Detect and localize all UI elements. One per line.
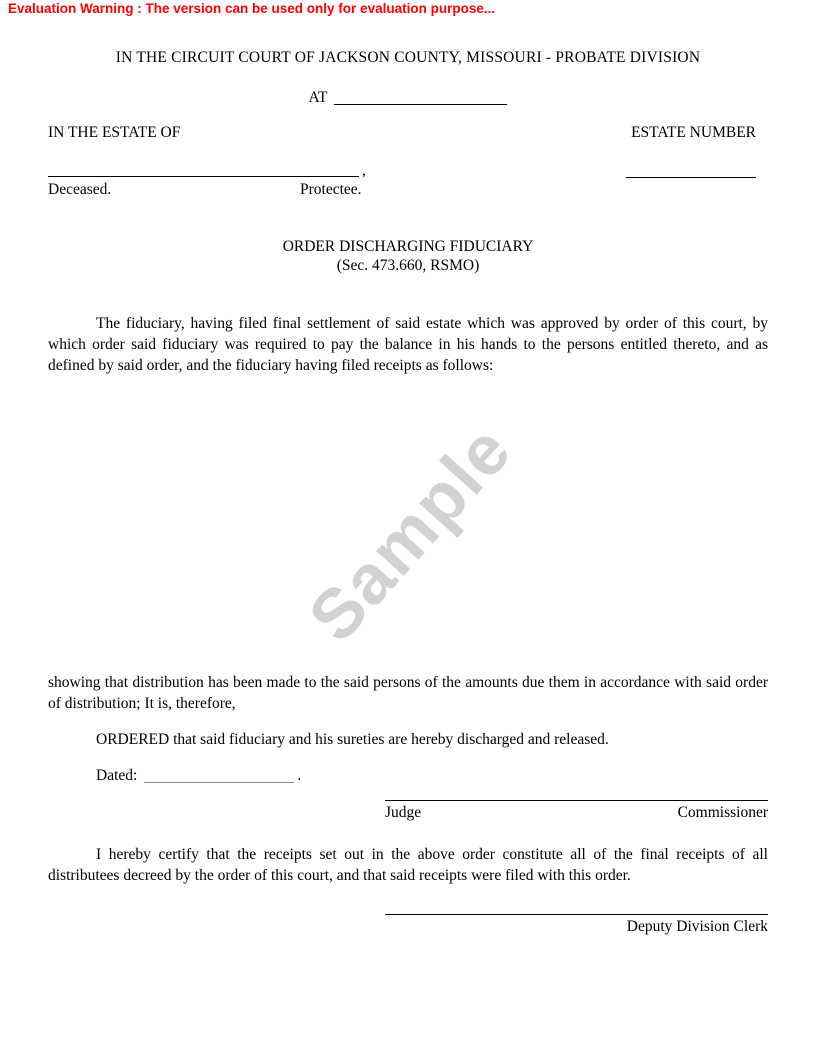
- judge-label: Judge: [385, 804, 422, 821]
- dated-label: Dated:: [96, 767, 138, 784]
- caption-row: [48, 124, 768, 142]
- estate-name-blank-line: [48, 176, 359, 177]
- order-body-paragraph: The fiduciary, having filed final settlement of said estate which was approved by order of this court, by which order said fiduciary was required to pay the balance in his hands to the persons entitled thereto, and as defined by said order, and the fiduciary having filed receipts as follows:: [48, 315, 768, 374]
- sample-watermark: Sample: [293, 409, 527, 657]
- deceased-label: Deceased.: [48, 181, 112, 198]
- certification-paragraph: I hereby certify that the receipts set out in the above order constitute all of the final receipts of all distributees decreed by the order of this court, and that said receipts were filed with this order.: [48, 846, 768, 884]
- evaluation-warning-text: Evaluation Warning : The version can be used only for evaluation purpose...: [8, 1, 496, 16]
- order-title: ORDER DISCHARGING FIDUCIARY: [282, 238, 534, 255]
- caption-blank-row: [48, 158, 768, 180]
- dated-blank-line: [144, 769, 294, 783]
- order-statute-reference: (Sec. 473.660, RSMO): [336, 257, 480, 274]
- court-heading: IN THE CIRCUIT COURT OF JACKSON COUNTY, MISSOURI - PROBATE DIVISION: [115, 49, 701, 66]
- deputy-division-clerk-label: Deputy Division Clerk: [626, 918, 768, 935]
- ordered-clause: ORDERED that said fiduciary and his sureties are hereby discharged and released.: [96, 731, 609, 748]
- venue-blank-line: [334, 91, 507, 105]
- venue-line: [0, 88, 816, 107]
- clerk-signature-line: [385, 914, 768, 915]
- party-labels-row: [48, 181, 768, 201]
- at-label: AT: [308, 89, 328, 106]
- judge-commissioner-signature-line: [385, 800, 768, 801]
- dated-period: .: [297, 767, 302, 784]
- protectee-label: Protectee.: [300, 181, 362, 198]
- continuation-paragraph: showing that distribution has been made to the said persons of the amounts due them in accordance with said order of distribution; It is, therefore,: [48, 674, 768, 712]
- estate-name-comma: ,: [362, 162, 366, 179]
- commissioner-label: Commissioner: [677, 804, 768, 821]
- in-estate-of-label: IN THE ESTATE OF: [48, 124, 181, 141]
- judge-commissioner-labels-row: [385, 804, 768, 822]
- dated-line: [96, 766, 301, 785]
- estate-number-label: ESTATE NUMBER: [631, 124, 756, 141]
- estate-number-blank-line: [626, 177, 756, 178]
